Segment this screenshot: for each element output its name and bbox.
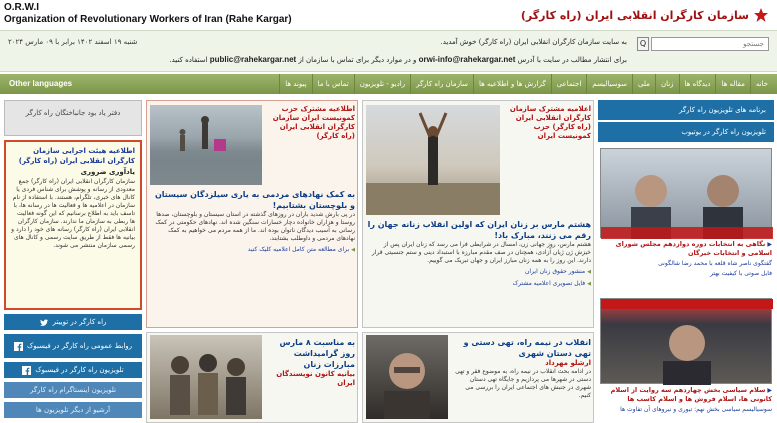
nav-item-social[interactable]: اجتماعی — [551, 74, 587, 94]
card-d-text: در ادامه بحث انقلاب در نیمه راه، به موضوع فقر و تهی دستی در شهرها می پردازیم و جایگاه تهی دستان شهری در جنبش های اجتماعی ایران را بررسی می کنیم. — [455, 368, 591, 399]
video-play-icon — [601, 299, 773, 385]
nav-item-national[interactable]: ملی — [632, 74, 655, 94]
search-button[interactable]: Q — [637, 37, 649, 51]
video-a-caption[interactable] — [600, 240, 772, 258]
women-photo[interactable] — [150, 335, 262, 419]
video-play-icon — [601, 149, 773, 239]
video-b-caption-text: ▶ سلام سیاسی بخش چهاردهم سه روایت از اسلام کانونی ها، اسلام فروش ها و اسلام کاسب ها — [611, 386, 772, 403]
notice-subheading: یادآوری ضروری — [80, 168, 135, 176]
twitter-label: راه کارگر در توییتر — [52, 318, 107, 326]
card-a-side — [265, 105, 355, 187]
welcome-text: به سایت سازمان کارگران انقلابی ایران (راه کارگر) خوش آمدید. — [440, 38, 627, 46]
org-code: O.R.W.I — [4, 2, 39, 13]
email-link-main[interactable]: orwi-info@rahekargar.net — [418, 55, 516, 64]
card-c-headline[interactable]: به مناسبت ۸ مارس روز گرامیداشت مبارزات زنان — [279, 338, 355, 369]
nav-item-articles[interactable]: مقاله ها — [715, 74, 749, 94]
nav-item-other-languages[interactable]: Other languages — [9, 79, 73, 88]
card-b-side — [503, 105, 591, 215]
card-a-headline[interactable]: به کمک نهادهای مردمی به یاری سیلزدگان سیستان و بلوچستان بشتابیم! — [154, 190, 355, 210]
nav-item-radio-tv[interactable]: رادیو - تلویزیون — [354, 74, 410, 94]
card-c-sub[interactable]: بیانیه کانون نویسندگان ایران — [276, 370, 355, 387]
video-a-audio-link[interactable]: فایل صوتی با کیفیت بهتر — [710, 270, 772, 277]
article-card-flood — [146, 100, 358, 328]
article-card-writers — [146, 332, 358, 423]
main-content — [146, 100, 594, 423]
instagram-tv-button[interactable]: تلویزیون اینستاگرام راه کارگر — [4, 382, 142, 398]
protest-photo[interactable] — [366, 105, 500, 215]
contact-mid: و در موارد دیگر برای تماس با سازمان از — [298, 56, 417, 64]
nav-item-reports[interactable]: گزارش ها و اطلاعیه ها — [473, 74, 551, 94]
flood-photo[interactable] — [150, 105, 262, 185]
card-a-body — [151, 189, 355, 325]
nav-item-contact[interactable]: تماس با ما — [312, 74, 354, 94]
article-card-revolution — [362, 332, 594, 423]
card-b-body — [367, 219, 591, 325]
main-nav — [0, 74, 777, 94]
site-logo-text[interactable] — [4, 2, 292, 26]
video-b-link[interactable]: سوسیالیسم سیاسی بخش نهم: تیوری و نیروهای آن تفاوت ها — [620, 406, 772, 413]
left-sidebar — [4, 100, 142, 423]
author-portrait-icon — [366, 335, 448, 419]
org-name-farsi: سازمان کارگران انقلابی ایران (راه کارگر) — [520, 8, 749, 22]
contact-line — [169, 55, 627, 64]
site-logo-farsi[interactable] — [521, 6, 769, 24]
facebook-icon — [14, 342, 23, 351]
nav-item-organization[interactable]: سازمان راه کارگر — [410, 74, 473, 94]
executive-notice-box — [4, 140, 142, 310]
twitter-button[interactable] — [4, 314, 142, 330]
card-b-text: هشتم مارس، روز جهانی زن، امسال در شرایطی فرا می رسد که زنان ایران پس از خیزش ژن ژیان آزادی، همچنان در صف مقدم مبارزه با استبداد دینی و ستم جنسیتی قرار دارند. این روز را به همه زنان مبارز ایران و جهان تبریک می گوییم. — [371, 241, 591, 264]
site-header — [0, 0, 777, 30]
video-thumbnail-islam[interactable] — [600, 298, 772, 384]
nav-item-home[interactable]: خانه — [750, 74, 773, 94]
facebook-public-label: روابط عمومی راه کارگر در فیسبوک — [26, 341, 133, 350]
tv-archive-button[interactable]: آرشیو از دیگر تلویزیون ها — [4, 402, 142, 418]
notice-body: سازمان کارگران انقلابی ایران (راه کارگر) جمع معدودی از رسانه و پوشش برای شناس فردی یا کانال های خبری، تلگرام، هستند. با استفاده از نام سازمان در اعلامیه ها و فعالیت ها در رسانه ها، با تاسف باید به اطلاع برسانیم که این گونه فعالیت ها ربطی به سازمان ما ندارند. سازمان کارگران انقلابی ایران (راه کارگر) رسانه های خود را دارد و بیانیه ها فقط از طریق سایت رسمی و کانال های رسمی سازمان منتشر می شوند. — [11, 178, 135, 249]
right-sidebar — [598, 100, 774, 423]
facebook-tv-label: تلویزیون راه کارگر در فیسبوک — [35, 366, 124, 374]
org-name-english: Organization of Revolutionary Workers of Iran (Rahe Kargar) — [4, 14, 292, 25]
tv-programs-button[interactable]: برنامه های تلویزیون راه کارگر — [598, 100, 774, 120]
card-a-link[interactable]: ◀ برای مطالعه متن کامل اعلامیه کلیک کنید — [151, 245, 355, 255]
youtube-tv-button[interactable]: تلویزیون راه کارگر در یوتیوب — [598, 122, 774, 142]
card-a-text: در پی بارش شدید باران در روزهای گذشته در استان سیستان و بلوچستان، صدها روستا و هزاران خانواده دچار خسارات سنگین شده اند. نهادهای حکومتی در کمک رسانی به آسیب دیدگان ناتوان بوده اند. ما از همه مردم می خواهیم به کمک نهادهای مردمی و داوطلب بشتابند. — [155, 211, 355, 242]
video-thumbnail-elections[interactable] — [600, 148, 772, 238]
video-a-link[interactable]: گفتگوی ناصر شاه قلعه با محمد رضا شالگونی — [658, 260, 772, 267]
protest-scene-icon — [366, 105, 500, 215]
card-d-body — [453, 337, 591, 421]
nav-item-viewpoints[interactable]: دیدگاه ها — [679, 74, 716, 94]
card-a-side-title[interactable]: اطلاعیه مشترک حزب کمونیست ایران سازمان کارگران انقلابی ایران (راه کارگر) — [272, 105, 355, 140]
video-b-caption[interactable] — [600, 386, 772, 404]
facebook-icon — [22, 366, 31, 375]
contact-suffix: استفاده کنید. — [169, 56, 208, 64]
nav-item-socialism[interactable]: سوسیالیسم — [586, 74, 632, 94]
facebook-public-button[interactable] — [4, 334, 142, 358]
current-date: شنبه ۱۹ اسفند ۱۴۰۲ برابر با ۰۹ مارس ۲۰۲۴ — [8, 38, 138, 46]
card-b-side-title[interactable]: اعلامیه مشترک سازمان کارگران انقلابی ایران (راه کارگر) حزب کمونیست ایران — [509, 105, 591, 140]
email-link-public[interactable]: public@rahekargar.net — [209, 55, 297, 64]
facebook-tv-button[interactable] — [4, 362, 142, 378]
search-input[interactable] — [651, 37, 769, 51]
card-b-headline[interactable]: هشتم مارس بر زنان ایران که اولین انقلاب زنانه جهان را رقم می زنند، مبارک باد! — [367, 220, 591, 240]
card-d-headline[interactable]: انقلاب در نیمه راه، تهی دستی و تهی دستان شهری — [463, 338, 591, 358]
star-logo-icon — [753, 7, 769, 23]
video-a-caption-text: ▶ نگاهی به انتخابات دوره دوازدهم مجلس شورای اسلامی و انتخابات خبرگان — [616, 240, 772, 257]
notice-heading[interactable]: اطلاعیه هیئت اجرایی سازمان کارگران انقلابی ایران (راه کارگر) — [18, 147, 135, 165]
memorial-box[interactable]: دفتر یاد بود جانباختگان راه کارگر — [4, 100, 142, 136]
article-card-womens-day — [362, 100, 594, 328]
card-b-link-charter[interactable]: ◀ منشور حقوق زنان ایران — [367, 267, 591, 277]
twitter-icon — [40, 318, 49, 327]
women-group-icon — [150, 335, 262, 419]
contact-prefix: برای انتشار مطالب در سایت با آدرس — [517, 56, 627, 64]
author-photo[interactable] — [366, 335, 448, 419]
card-c-side — [265, 337, 355, 421]
nav-item-women[interactable]: زنان — [655, 74, 679, 94]
card-d-author: ارشلو مهرداد — [545, 359, 591, 367]
card-b-link-image[interactable]: ◀ فایل تصویری اعلامیه مشترک — [367, 279, 591, 289]
info-bar — [0, 30, 777, 72]
flood-scene-icon — [150, 105, 262, 185]
nav-item-links[interactable]: پیوند ها — [279, 74, 311, 94]
